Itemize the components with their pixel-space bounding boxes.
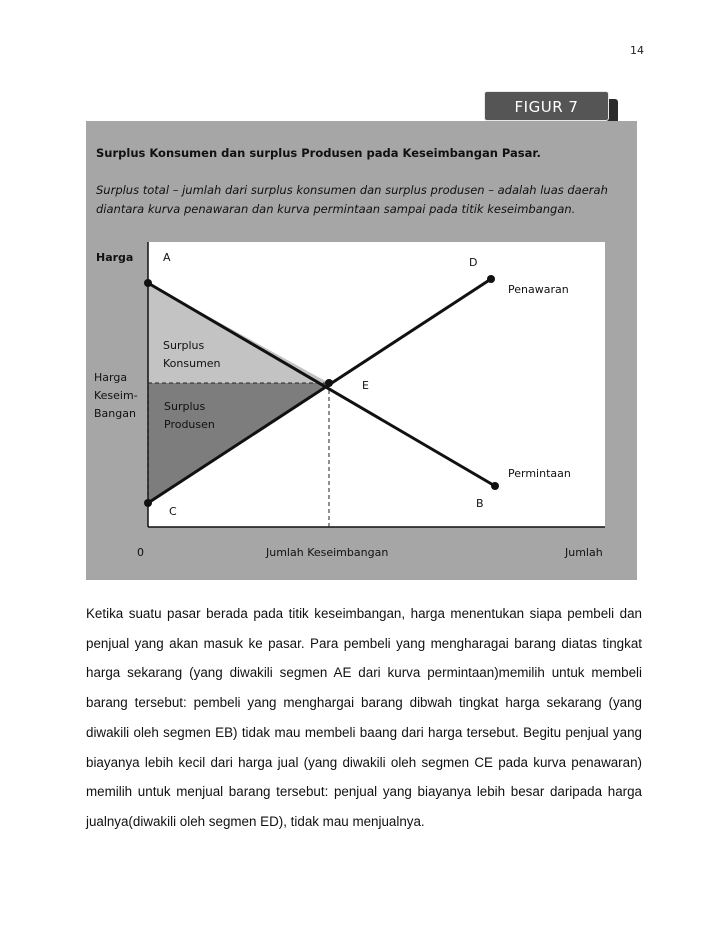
- y-tick-label-line2: Keseim-: [94, 389, 138, 402]
- x-tick-label: Jumlah Keseimbangan: [266, 546, 389, 559]
- point-c-label: C: [169, 505, 177, 518]
- point-c-marker: [144, 499, 152, 507]
- point-d-label: D: [469, 256, 478, 269]
- point-e-marker: [325, 379, 333, 387]
- y-axis-label: Harga: [96, 251, 134, 264]
- point-b-marker: [491, 482, 499, 490]
- consumer-surplus-label-line2: Konsumen: [163, 357, 221, 370]
- producer-surplus-label-line2: Produsen: [164, 418, 215, 431]
- supply-curve-label: Penawaran: [508, 283, 569, 296]
- origin-label: 0: [137, 546, 144, 559]
- point-e-label: E: [362, 379, 369, 392]
- point-a-label: A: [163, 251, 171, 264]
- figure-description: Surplus total – jumlah dari surplus konsumen dan surplus produsen – adalah luas daerah diantara kurva penawaran dan kurva permintaan sampai pada titik keseimbangan.: [96, 183, 608, 216]
- figure-label: FIGUR 7: [484, 91, 609, 121]
- body-paragraph: Ketika suatu pasar berada pada titik keseimbangan, harga menentukan siapa pembeli dan penjual yang akan masuk ke pasar. Para pembeli yang mengharagai barang diatas tingkat harga sekarang (yang diwakili segmen AE dari kurva permintaan)memilih untuk membeli barang tersebut: pembeli yang menghargai barang dibwah tingkat harga sekarang (yang diwakili oleh segmen EB) tidak mau membeli baang dari harga tersebut. Begitu penjual yang biayanya lebih kecil dari harga jual (yang diwakili oleh segmen CE pada kurva penawaran) memilih untuk menjual barang tersebut: penjual yang biayanya lebih besar daripada harga jualnya(diwakili oleh segmen ED), tidak mau menjualnya.: [86, 606, 642, 829]
- y-tick-label-line1: Harga: [94, 371, 128, 384]
- point-d-marker: [487, 275, 495, 283]
- point-b-label: B: [476, 497, 484, 510]
- x-axis-label: Jumlah: [565, 546, 603, 559]
- demand-curve-label: Permintaan: [508, 467, 571, 480]
- page-number: 14: [630, 44, 644, 57]
- y-tick-label-line3: Bangan: [94, 407, 136, 420]
- producer-surplus-label-line1: Surplus: [164, 400, 206, 413]
- consumer-surplus-label-line1: Surplus: [163, 339, 205, 352]
- point-a-marker: [144, 279, 152, 287]
- figure-title: Surplus Konsumen dan surplus Produsen pada Keseimbangan Pasar.: [96, 146, 541, 160]
